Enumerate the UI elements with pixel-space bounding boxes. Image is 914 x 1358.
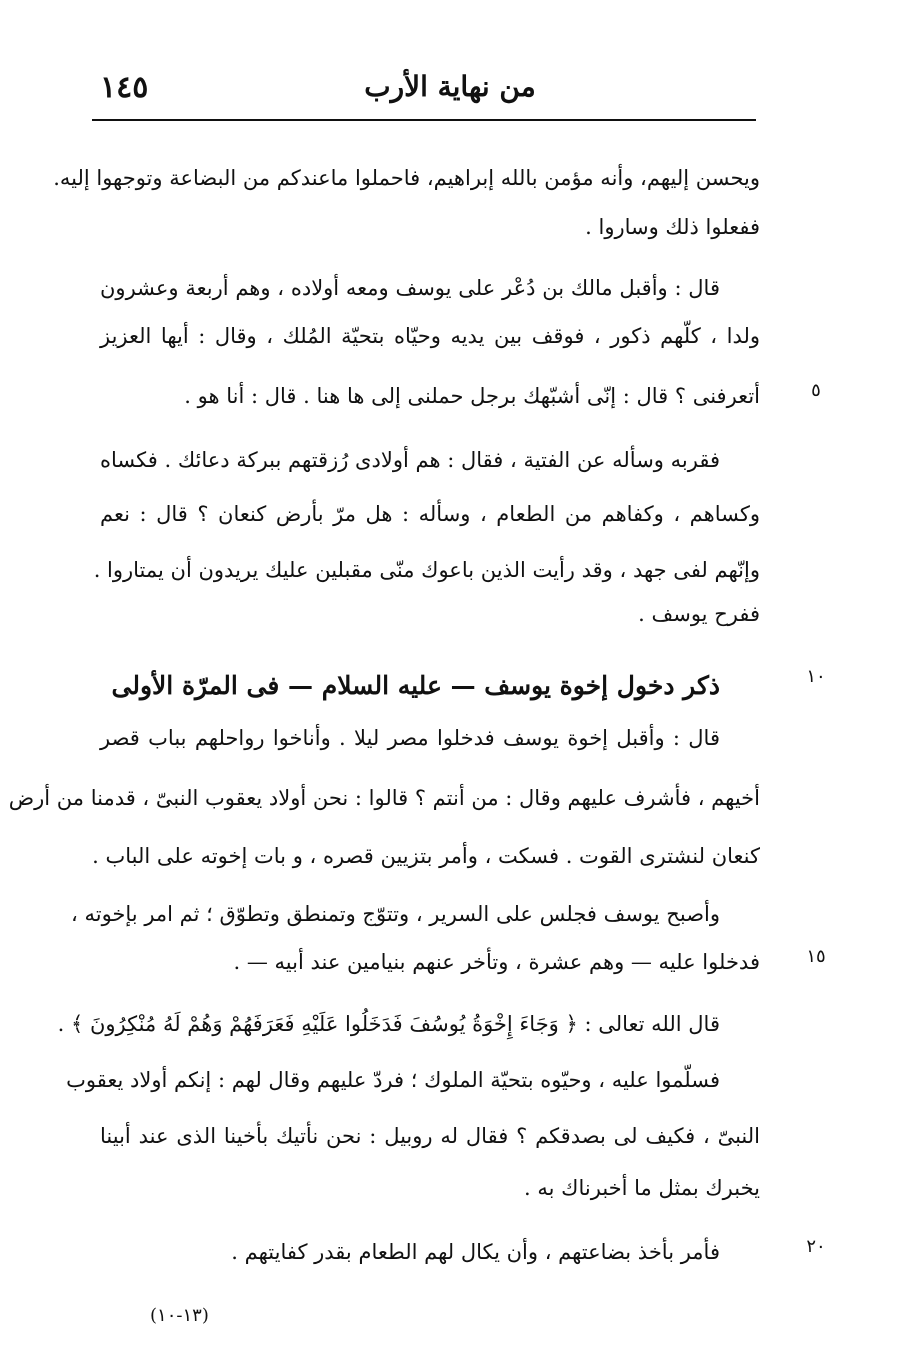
line-number: ١٠: [806, 666, 826, 687]
text-line: ولدا ، كلّهم ذكور ، فوقف بين يديه وحيّاه بتحيّة المُلك ، وقال : أيها العزيز: [100, 324, 760, 348]
text-line: وإنّهم لفى جهد ، وقد رأيت الذين باعوك منّى مقبلين عليك يريدون أن يمتاروا .: [93, 558, 760, 582]
section-heading: ذكر دخول إخوة يوسف — عليه السلام — فى المرّة الأولى: [111, 671, 720, 700]
page-number: ١٤٥: [100, 70, 149, 105]
quran-verse-line: قال الله تعالى : ﴿ وَجَاءَ إِخْوَةُ يُوسُفَ فَدَخَلُوا عَلَيْهِ فَعَرَفَهُمْ وَهُمْ لَهُ مُنْكِرُونَ ﴾ .: [57, 1012, 720, 1036]
text-line: ففرح يوسف .: [638, 602, 760, 626]
text-line: يخبرك بمثل ما أخبرناك به .: [524, 1176, 760, 1200]
text-line: وأصبح يوسف فجلس على السرير ، وتتوّج وتمنطق وتطوّق ؛ ثم امر بإخوته ،: [71, 902, 720, 926]
text-line: قال : وأقبل مالك بن دُعْر على يوسف ومعه أولاده ، وهم أربعة وعشرون: [100, 276, 720, 300]
signature-mark: (١٣-١٠): [150, 1305, 209, 1326]
text-line: كنعان لنشترى القوت . فسكت ، وأمر بتزيين قصره ، و بات إخوته على الباب .: [92, 844, 760, 868]
text-line: أتعرفنى ؟ قال : إنّى أشبّهك برجل حملنى إلى ها هنا . قال : أنا هو .: [184, 384, 760, 408]
running-title: من نهاية الأرب: [364, 70, 536, 103]
text-line: ويحسن إليهم، وأنه مؤمن بالله إبراهيم، فاحملوا ماعندكم من البضاعة وتوجهوا إليه.: [53, 166, 760, 190]
text-line: فأمر بأخذ بضاعتهم ، وأن يكال لهم الطعام بقدر كفايتهم .: [231, 1240, 720, 1264]
header-rule: [92, 119, 756, 121]
line-number: ٢٠: [806, 1236, 826, 1257]
text-line: قال : وأقبل إخوة يوسف فدخلوا مصر ليلا . وأناخوا رواحلهم بباب قصر: [100, 726, 720, 750]
text-line: أخيهم ، فأشرف عليهم وقال : من أنتم ؟ قالوا : نحن أولاد يعقوب النبىّ ، قدمنا من أرض: [8, 786, 760, 810]
text-line: وكساهم ، وكفاهم من الطعام ، وسأله : هل مرّ بأرض كنعان ؟ قال : نعم: [100, 502, 760, 526]
text-line: فقربه وسأله عن الفتية ، فقال : هم أولادى رُزقتهم ببركة دعائك . فكساه: [100, 448, 720, 472]
text-line: فسلّموا عليه ، وحيّوه بتحيّة الملوك ؛ فردّ عليهم وقال لهم : إنكم أولاد يعقوب: [66, 1068, 720, 1092]
line-number: ٥: [811, 380, 821, 401]
line-number: ١٥: [806, 946, 826, 967]
text-line: النبىّ ، فكيف لى بصدقكم ؟ فقال له روبيل : نحن نأتيك بأخينا الذى عند أبينا: [100, 1124, 760, 1148]
text-line: فدخلوا عليه — وهم عشرة ، وتأخر عنهم بنيامين عند أبيه — .: [233, 950, 760, 974]
text-line: ففعلوا ذلك وساروا .: [585, 215, 760, 239]
